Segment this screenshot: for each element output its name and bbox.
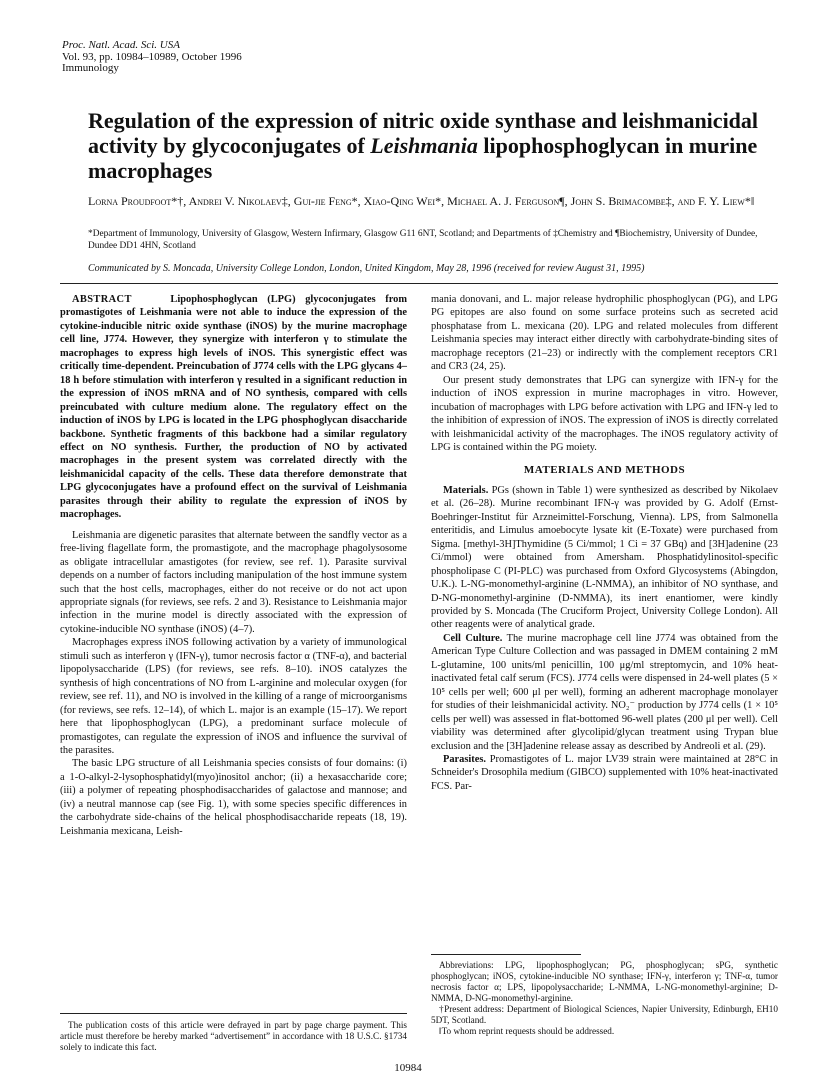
paragraph-text: PGs (shown in Table 1) were synthesized as described by Nikolaev et al. (26–28). Murine recombinant IFN-γ was provided by G. Adolf (Ernst-Boehringer-Institut für Arzneimittel-Forschung, Vienna). LPS, from Salmonella enteritidis, and Limulus amoebocyte lysate kit (E-Toxate) were purchased from Sigma. [methyl-3H]Thymidine (5 Ci/mmol; 1 Ci = 37 GBq) and [3H]adenine (23 Ci/mmol) were obtained from Amersham. Phosphatidylinositol-specific phospholipase C (PI-PLC) was purchased from Oxford Glycosystems (Abingdon, U.K.). L-NG-monomethyl-arginine (L-NMMA), an inhibitor of NO synthase, and D-NG-monomethyl-arginine (D-NMMA), its inert enantiomer, were kindly provided by S. Moncada (The Cruciform Project, University College London). All other reagents were of analytical grade. xyxy=(431,484,778,631)
intro-paragraph: The basic LPG structure of all Leishmania species consists of four domains: (i) a 1-O-alkyl-2-lysophosphatidyl(myo)inositol anchor; (ii) a hexasaccharide core; (iii) a polymer of repeating phosphodisaccharides of galactose and mannose; and (iv) a neutral mannose cap (see Fig. 1), with some species specific differences in the carbohydrate side-chains of the helical phosphodisaccharide repeats (18, 19). Leishmania mexicana, Leish- xyxy=(60,758,407,837)
paragraph-label: Cell Culture. xyxy=(443,632,503,644)
abstract-label: ABSTRACT xyxy=(72,294,132,305)
intro-paragraph: Macrophages express iNOS following activation by a variety of immunological stimuli such as interferon γ (IFN-γ), tumor necrosis factor α (TNF-α), and bacterial lipopolysaccharide (LPS) (for reviews, see refs. 8–10). iNOS catalyzes the synthesis of high concentrations of NO from L-arginine and molecular oxygen (for review, see ref. 11), and NO is involved in the killing of a range of microorganisms (for reviews, see refs. 12–14), of which L. major is an example (15–17). We report here that lipophosphoglycan (LPG), a predominant surface molecule of promastigotes, can regulate the expression of iNOS and influence the survival of the parasites. xyxy=(60,637,407,756)
intro-paragraph: mania donovani, and L. major release hydrophilic phosphoglycan (PG), and LPG PG epitopes are also found on some surface proteins such as secreted acid phosphatase from L. mexicana (20). LPG and related molecules from different Leishmania species may interact either directly with carbohydrate-binding sites of macrophage receptors (21–23) or indirectly with the complement receptors CR1 and CR3 (24, 25). xyxy=(431,294,778,373)
paragraph-text: Promastigotes of L. major LV39 strain were maintained at 28°C in Schneider's Drosophila medium (GIBCO) supplemented with 10% heat-inactivated FCS. Par- xyxy=(431,753,778,792)
paragraph-label: Parasites. xyxy=(443,753,486,765)
footnotes xyxy=(431,954,778,1037)
section-name: Immunology xyxy=(62,62,119,74)
methods-paragraph xyxy=(431,632,778,753)
abbreviations-footnote: Abbreviations: LPG, lipophosphoglycan; PG, phosphoglycan; sPG, synthetic phosphoglycan; iNOS, cytokine-inducible NO synthase; IFN-γ, interferon γ; TNF-α, tumor necrosis factor α; LPS, lipopolysaccharide; L-NMMA, L-NG-monomethyl-arginine; D-NMMA, D-NG-monomethyl-arginine. xyxy=(431,960,778,1003)
intro-paragraph: Leishmania are digenetic parasites that alternate between the sandfly vector as a free-living flagellate form, the promastigote, and the macrophage phagolysosome as obligate intracellular amastigotes (for review, see ref. 1). Parasite survival depends on a number of factors including manipulation of the host immune system such that the host cells, macrophages, either do not receive or do not act upon appropriate signals (for reviews, see refs. 2 and 3). Resistance to Leishmania major infection in the murine model is directly associated with the expression of cytokine-inducible NO synthase (iNOS) (4–7). xyxy=(60,529,407,635)
title-part1: Regulation of the expression of nitric oxide synthase and leishmanicidal activity by glycoconjugates of xyxy=(88,108,759,158)
page-number: 10984 xyxy=(394,1062,422,1074)
volume-pages: Vol. 93, pp. 10984–10989, October 1996 xyxy=(62,50,242,63)
communicated-by: Communicated by S. Moncada, University College London, London, United Kingdom, May 28, 1996 (received for review August 31, 1995) xyxy=(88,263,645,274)
affiliations: *Department of Immunology, University of Glasgow, Western Infirmary, Glasgow G11 6NT, Scotland; and Departments of ‡Chemistry and ¶Biochemistry, University of Dundee, Dundee DD1 4HN, Scotland xyxy=(88,229,758,251)
left-column xyxy=(60,293,407,838)
intro-paragraph: Our present study demonstrates that LPG can synergize with IFN-γ for the induction of iNOS expression in murine macrophages in vitro. However, incubation of macrophages with LPG before activation with LPG and IFN-γ led to the inhibition of expression of iNOS. The expression of iNOS is directly correlated with leishmanicidal activity of the macrophages. The iNOS regulatory activity of LPG is contained within the PG moiety. xyxy=(431,374,778,453)
methods-paragraph xyxy=(431,484,778,632)
header-rule xyxy=(60,283,778,284)
abstract xyxy=(60,293,407,522)
right-column xyxy=(431,293,778,793)
author-list: Lorna Proudfoot*†, Andrei V. Nikolaev‡, Gui-jie Feng*, Xiao-Qing Wei*, Michael A. J. Ferguson¶, John S. Brimacombe‡, and F. Y. Liew*‖ xyxy=(88,194,755,208)
abstract-text: Lipophosphoglycan (LPG) glycoconjugates from promastigotes of Leishmania were not able to induce the expression of the cytokine-inducible nitric oxide synthase (iNOS) by the murine macrophage cell line, J774. However, they synergize with interferon γ to stimulate the macrophages to express high levels of iNOS. This synergistic effect was critically time-dependent. Preincubation of J774 cells with the LPG glycans 4–18 h before stimulation with interferon γ resulted in a significant reduction in the expression of iNOS mRNA and of NO synthesis, compared with cells preincubated with culture medium alone. The regulatory effect on the induction of iNOS by LPG is located in the LPG phosphoglycan disaccharide backbone. Synthetic fragments of this backbone had a similar regulatory effect on NO synthesis. Further, the production of NO by activated macrophages in the present system was correlated directly with the leishmanicidal capacity of the cells. These data therefore demonstrate that LPG glycoconjugates have a profound effect on the survival of Leishmania parasites through their ability to regulate the expression of iNOS by macrophages. xyxy=(60,294,407,521)
publication-note: The publication costs of this article were defrayed in part by page charge payment. This article must therefore be hereby marked “advertisement” in accordance with 18 U.S.C. §1734 solely to indicate this fact. xyxy=(60,1020,407,1052)
section-heading: MATERIALS AND METHODS xyxy=(523,464,686,477)
journal-name: Proc. Natl. Acad. Sci. USA xyxy=(62,39,180,51)
footnote-rule xyxy=(60,1013,407,1014)
running-header xyxy=(62,40,242,75)
present-address-footnote: †Present address: Department of Biological Sciences, Napier University, Edinburgh, EH10 5DT, Scotland. xyxy=(431,1004,778,1025)
reprint-footnote: ‖To whom reprint requests should be addressed. xyxy=(439,1026,615,1036)
methods-paragraph xyxy=(431,753,778,793)
paragraph-text: The murine macrophage cell line J774 was obtained from the American Type Culture Collection and was passaged in DMEM containing 2 mM L-glutamine, 100 units/ml penicillin, 100 μg/ml streptomycin, and 10% heat-inactivated fetal calf serum (FCS). J774 cells were dispensed in 24-well plates (5 × 10⁵ cells per well; 600 μl per well), forming an adherent macrophage monolayer for studies of their leishmanicidal activity. NO₂⁻ production by J774 cells (1 × 10⁵ cells per well) was assessed in flat-bottomed 96-well plates (200 μl per well). Cell viability was determined after glycolipid/glycan treatment using Trypan blue exclusion and the [3H]adenine release assay as described by Andreoli et al. (29). xyxy=(431,632,778,752)
publication-note-block xyxy=(60,1013,407,1053)
footnote-rule xyxy=(431,954,581,955)
title-italic: Leishmania xyxy=(370,133,478,158)
article-title xyxy=(88,108,768,183)
paragraph-label: Materials. xyxy=(443,484,489,496)
title-part2: lipophosphoglycan in murine macrophages xyxy=(88,133,758,183)
